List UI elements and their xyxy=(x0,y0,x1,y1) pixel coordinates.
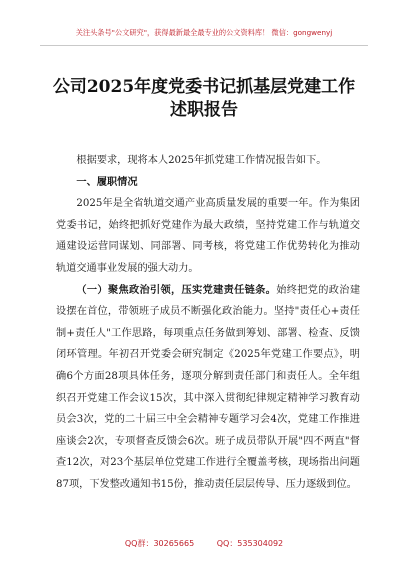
body-paragraph: 2025年是全省轨道交通产业高质量发展的重要一年。作为集团党委书记，始终把抓好党建作为最大政绩，坚持党建工作与轨道交通建设运营同谋划、同部署、同考核，将党建工作优势转化为推动轨道交通事业发展的强大动力。 xyxy=(56,198,360,274)
title-line-2: 述职报告 xyxy=(170,100,238,120)
title-line-1: 公司2025年度党委书记抓基层党建工作 xyxy=(52,77,356,97)
subsection-paragraph xyxy=(56,280,360,496)
intro-paragraph: 根据要求，现将本人2025年抓党建工作情况报告如下。 xyxy=(76,155,327,166)
document-title xyxy=(40,76,368,122)
document-body xyxy=(56,150,360,496)
footer-qq: QQ：535304092 xyxy=(216,539,284,548)
footer-contact xyxy=(0,538,408,549)
header-divider xyxy=(40,45,368,46)
subsection-text: 始终把党的政治建设摆在首位，带领班子成员不断强化政治能力。坚持"责任心+责任制+责任人"工作思路，每项重点任务做到筹划、部署、检查、反馈闭环管理。年初召开党委会研究制定《2025年党建工作要点》，明确6个方面28项具体任务，逐项分解到责任部门和责任人。全年组织召开党建工作会议15次，其中深入贯彻纪律规定精神学习教育动员会3次，党的二十届三中全会精神专题学习会4次，党建工作推进座谈会2次，专项督查反馈会6次。班子成员带队开展"四不两直"督查12次，对23个基层单位党建工作进行全覆盖考核，现场指出问题87项，下发整改通知书15份，推动责任层层传导、压力逐级到位。 xyxy=(56,284,361,490)
footer-qq-group: QQ群：30265665 xyxy=(124,539,195,548)
header-note: 关注头条号"公文研究"，获得最新最全最专业的公文资料库！ 微信：gongwenyj xyxy=(75,28,333,37)
subsection-heading: （一）聚焦政治引领，压实党建责任链条。 xyxy=(76,284,277,296)
section-heading: 一、履职情况 xyxy=(76,175,138,188)
